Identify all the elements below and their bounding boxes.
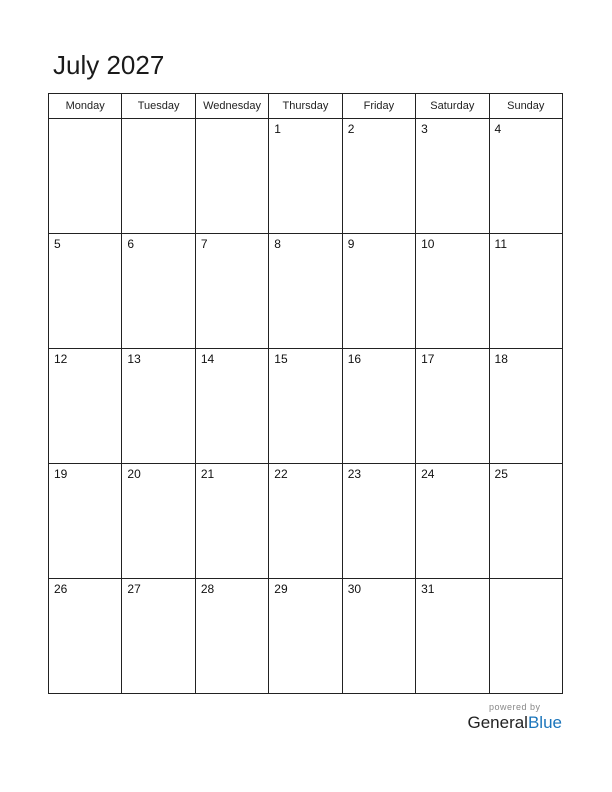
weekday-header-sunday: Sunday — [489, 94, 562, 119]
day-number: 10 — [421, 237, 435, 251]
week-row — [49, 119, 563, 234]
day-cell — [416, 119, 489, 234]
day-number: 11 — [494, 237, 507, 251]
day-number: 24 — [421, 467, 435, 481]
day-cell — [195, 579, 268, 694]
day-cell — [489, 234, 562, 349]
powered-by-text: powered by — [488, 702, 541, 712]
week-row — [49, 579, 563, 694]
weekday-header-friday: Friday — [342, 94, 415, 119]
week-row — [49, 464, 563, 579]
day-cell — [49, 234, 122, 349]
day-cell — [122, 234, 195, 349]
weekday-header-wednesday: Wednesday — [195, 94, 268, 119]
day-number: 9 — [347, 237, 355, 251]
day-cell — [489, 119, 562, 234]
day-number: 16 — [347, 352, 362, 366]
calendar-body — [49, 119, 563, 694]
day-number: 23 — [347, 467, 362, 481]
day-cell — [342, 464, 415, 579]
day-cell — [195, 349, 268, 464]
day-number: 22 — [274, 467, 288, 481]
weekday-header-row — [49, 94, 563, 119]
day-cell — [342, 119, 415, 234]
day-cell — [195, 464, 268, 579]
day-number: 6 — [127, 237, 135, 251]
brand-name — [467, 713, 562, 733]
day-cell — [489, 464, 562, 579]
day-cell — [416, 464, 489, 579]
day-cell — [342, 234, 415, 349]
day-number: 15 — [274, 352, 288, 366]
day-number: 14 — [200, 352, 215, 366]
day-cell — [122, 349, 195, 464]
day-cell — [122, 119, 195, 234]
week-row — [49, 349, 563, 464]
day-number: 8 — [274, 237, 281, 251]
day-cell — [122, 464, 195, 579]
day-number: 5 — [54, 237, 61, 251]
brand-general: General — [467, 713, 528, 732]
day-number: 3 — [421, 122, 428, 136]
day-cell — [269, 234, 342, 349]
day-cell — [269, 119, 342, 234]
weekday-header-tuesday: Tuesday — [122, 94, 195, 119]
day-cell — [269, 464, 342, 579]
weekday-header-monday: Monday — [49, 94, 122, 119]
day-number: 20 — [127, 467, 141, 481]
day-cell — [342, 349, 415, 464]
day-cell — [49, 119, 122, 234]
weekday-header-thursday: Thursday — [269, 94, 342, 119]
day-number — [196, 119, 268, 122]
weekday-header-saturday: Saturday — [416, 94, 489, 119]
day-number: 29 — [274, 582, 288, 596]
day-number — [49, 119, 121, 122]
day-cell — [416, 579, 489, 694]
day-cell — [195, 119, 268, 234]
day-number: 2 — [347, 122, 355, 136]
day-number: 18 — [494, 352, 508, 366]
day-number: 17 — [421, 352, 435, 366]
day-number: 13 — [127, 352, 141, 366]
day-number: 19 — [54, 467, 68, 481]
day-number: 31 — [421, 582, 435, 596]
brand-blue: Blue — [527, 713, 562, 732]
day-number — [490, 579, 562, 582]
day-number: 25 — [494, 467, 508, 481]
day-number: 30 — [347, 582, 362, 596]
day-number: 1 — [274, 122, 281, 136]
day-number: 27 — [127, 582, 141, 596]
day-cell — [49, 464, 122, 579]
day-number — [122, 119, 194, 122]
day-cell — [49, 349, 122, 464]
day-number: 4 — [494, 122, 502, 136]
day-number: 26 — [54, 582, 68, 596]
day-cell — [269, 349, 342, 464]
day-number: 28 — [200, 582, 215, 596]
day-cell — [489, 349, 562, 464]
day-cell — [269, 579, 342, 694]
day-number: 7 — [200, 237, 208, 251]
week-row — [49, 234, 563, 349]
page-title: July 2027 — [53, 50, 165, 80]
day-cell — [49, 579, 122, 694]
calendar-grid — [48, 93, 563, 694]
day-cell — [416, 234, 489, 349]
day-cell — [416, 349, 489, 464]
day-cell — [489, 579, 562, 694]
day-cell — [122, 579, 195, 694]
day-number: 21 — [200, 467, 215, 481]
day-number: 12 — [54, 352, 68, 366]
day-cell — [342, 579, 415, 694]
generalblue-logo — [467, 702, 562, 733]
day-cell — [195, 234, 268, 349]
